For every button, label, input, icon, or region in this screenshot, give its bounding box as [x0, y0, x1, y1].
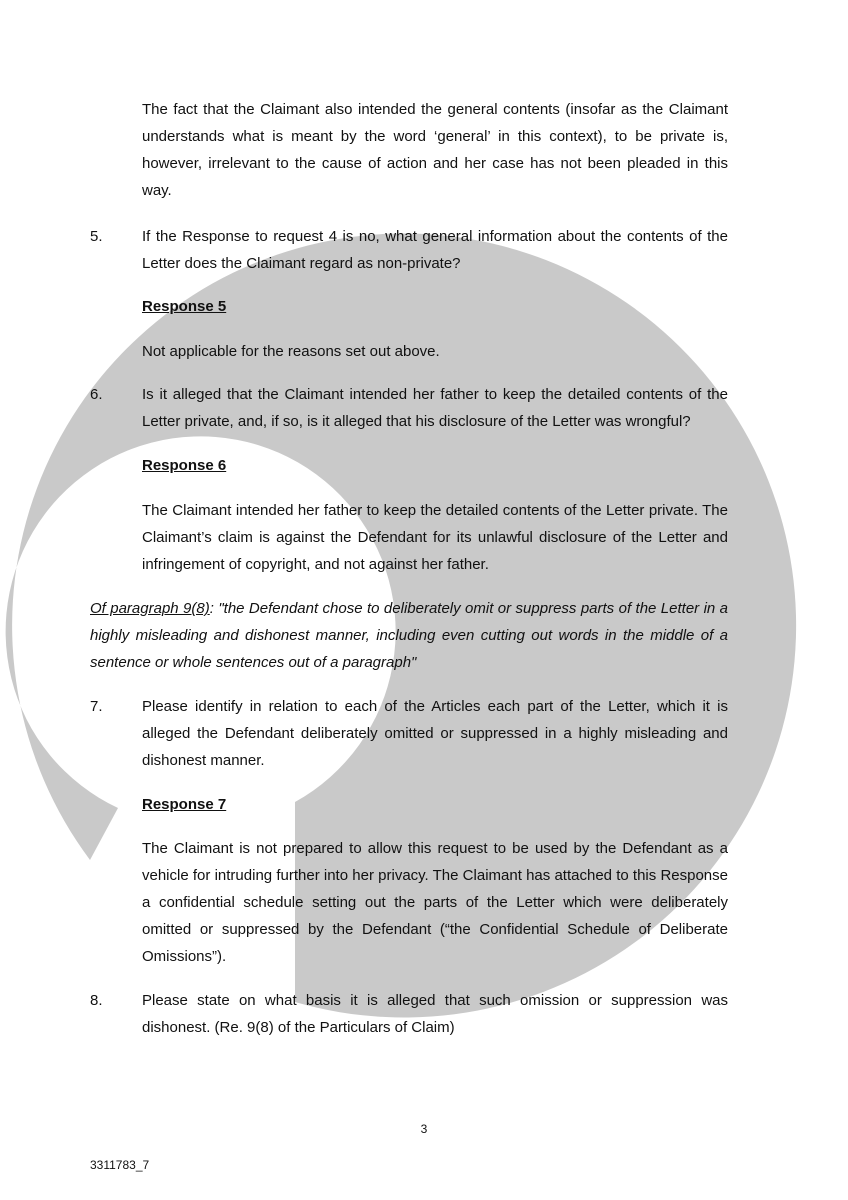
item-8-request: Please state on what basis it is alleged that such omission or suppression was dishonest. (Re. 9(8) of the Particulars of Claim)	[142, 992, 728, 1036]
response-5-text: Not applicable for the reasons set out above.	[142, 343, 440, 360]
item-7-number: 7.	[90, 698, 103, 715]
response-5-heading: Response 5	[142, 298, 227, 315]
item-7-request: Please identify in relation to each of the Articles each part of the Letter, which it is alleged the Defendant deliberately omitted or suppressed in a highly misleading and dishonest manner.	[142, 698, 728, 769]
item-8-number: 8.	[90, 992, 103, 1009]
response-7-text: The Claimant is not prepared to allow this request to be used by the Defendant as a vehicle for intruding further into her privacy. The Claimant has attached to this Response a confidential schedule setting out the parts of the Letter which were deliberately omitted or suppressed by the Defendant (“the Confidential Schedule of Deliberate Omissions”).	[142, 840, 728, 965]
response-6-text: The Claimant intended her father to keep the detailed contents of the Letter private. The Claimant’s claim is against the Defendant for its unlawful disclosure of the Letter and infringement of copyright, and not against her father.	[142, 502, 728, 573]
intro-paragraph: The fact that the Claimant also intended the general contents (insofar as the Claimant understands what is meant by the word ‘general’ in this context), to be private is, however, irrelevant to the cause of action and her case has not been pleaded in this way.	[142, 101, 728, 199]
document-reference: 3311783_7	[90, 1158, 150, 1172]
response-6-heading: Response 6	[142, 457, 227, 474]
page-number: 3	[420, 1122, 428, 1136]
quote-reference: Of paragraph 9(8)	[90, 600, 210, 617]
quote-text: "the Defendant chose to deliberately omit or suppress parts of the Letter in a highly misleading and dishonest manner, including even cutting out words in the middle of a sentence or whole sentences out of a paragraph"	[90, 600, 729, 671]
paragraph-9-8-quote	[90, 595, 728, 676]
item-5-number: 5.	[90, 228, 103, 245]
item-5-request: If the Response to request 4 is no, what general information about the contents of the Letter does the Claimant regard as non-private?	[142, 228, 728, 272]
quote-separator: :	[209, 600, 219, 617]
item-6-request: Is it alleged that the Claimant intended her father to keep the detailed contents of the Letter private, and, if so, is it alleged that his disclosure of the Letter was wrongful?	[142, 386, 728, 430]
response-7-heading: Response 7	[142, 796, 227, 813]
item-6-number: 6.	[90, 386, 103, 403]
